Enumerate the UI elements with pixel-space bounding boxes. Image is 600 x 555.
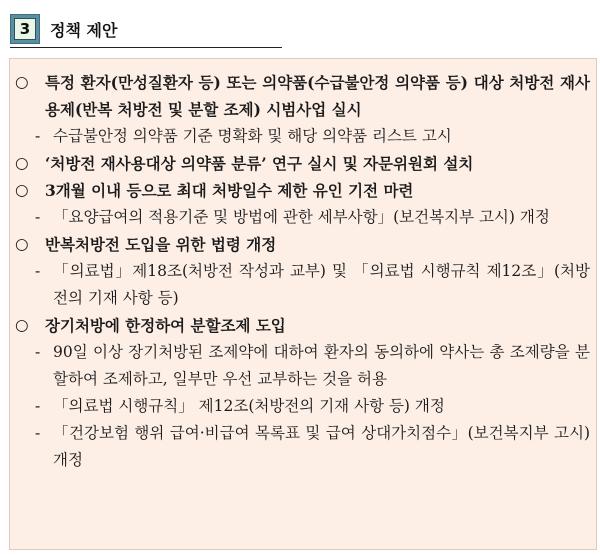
proposal-item-research [15, 150, 590, 177]
section-number: 3 [14, 18, 36, 40]
proposal-subitem [15, 123, 590, 150]
section-number-badge [10, 14, 40, 44]
proposal-subitem-text: 90일 이상 장기처방된 조제약에 대하여 환자의 동의하에 약사는 총 조제량을 분할하여 조제하고, 일부만 우선 교부하는 것을 허용 [53, 343, 590, 388]
proposal-item-limit-days [15, 177, 590, 204]
section-header [10, 14, 282, 48]
proposal-subitem-text: 「요양급여의 적용기준 및 방법에 관한 세부사항」(보건복지부 고시) 개정 [53, 208, 550, 226]
proposal-subitem-text: 수급불안정 의약품 기준 명확화 및 해당 의약품 리스트 고시 [53, 127, 452, 145]
proposal-subitem [15, 258, 590, 312]
circle-bullet-icon: ○ [15, 73, 29, 91]
circle-bullet-icon: ○ [15, 235, 29, 253]
proposal-subitem [15, 420, 590, 474]
proposal-item-split-dispensing [15, 312, 590, 339]
dash-bullet-icon: - [35, 397, 41, 415]
proposal-box [9, 58, 597, 550]
proposal-item-pilot [15, 69, 590, 123]
circle-bullet-icon: ○ [15, 316, 29, 334]
proposal-subitem-text: 「건강보험 행위 급여·비급여 목록표 및 급여 상대가치점수」(보건복지부 고시) 개정 [53, 424, 590, 469]
dash-bullet-icon: - [35, 343, 41, 361]
section-title: 정책 제안 [50, 21, 118, 40]
proposal-subitem-text: 「의료법 시행규칙」 제12조(처방전의 기재 사항 등) 개정 [53, 397, 445, 415]
dash-bullet-icon: - [35, 424, 41, 442]
proposal-item-text: 반복처방전 도입을 위한 법령 개정 [45, 235, 277, 254]
proposal-item-text: ‘처방전 재사용대상 의약품 분류’ 연구 실시 및 자문위원회 설치 [45, 154, 474, 173]
section-underline [10, 47, 282, 48]
proposal-subitem [15, 204, 590, 231]
dash-bullet-icon: - [35, 127, 41, 145]
proposal-item-text: 장기처방에 한정하여 분할조제 도입 [45, 316, 286, 335]
proposal-subitem [15, 339, 590, 393]
proposal-subitem [15, 393, 590, 420]
proposal-item-text: 특정 환자(만성질환자 등) 또는 의약품(수급불안정 의약품 등) 대상 처방전 재사용제(반복 처방전 및 분할 조제) 시범사업 실시 [45, 73, 590, 119]
proposal-item-text: 3개월 이내 등으로 최대 처방일수 제한 유인 기전 마련 [45, 181, 414, 200]
proposal-subitem-text: 「의료법」제18조(처방전 작성과 교부) 및 「의료법 시행규칙 제12조」(처방전의 기재 사항 등) [53, 262, 590, 307]
dash-bullet-icon: - [35, 262, 41, 280]
dash-bullet-icon: - [35, 208, 41, 226]
circle-bullet-icon: ○ [15, 181, 29, 199]
proposal-list [15, 69, 590, 474]
proposal-item-law-revision [15, 231, 590, 258]
circle-bullet-icon: ○ [15, 154, 29, 172]
